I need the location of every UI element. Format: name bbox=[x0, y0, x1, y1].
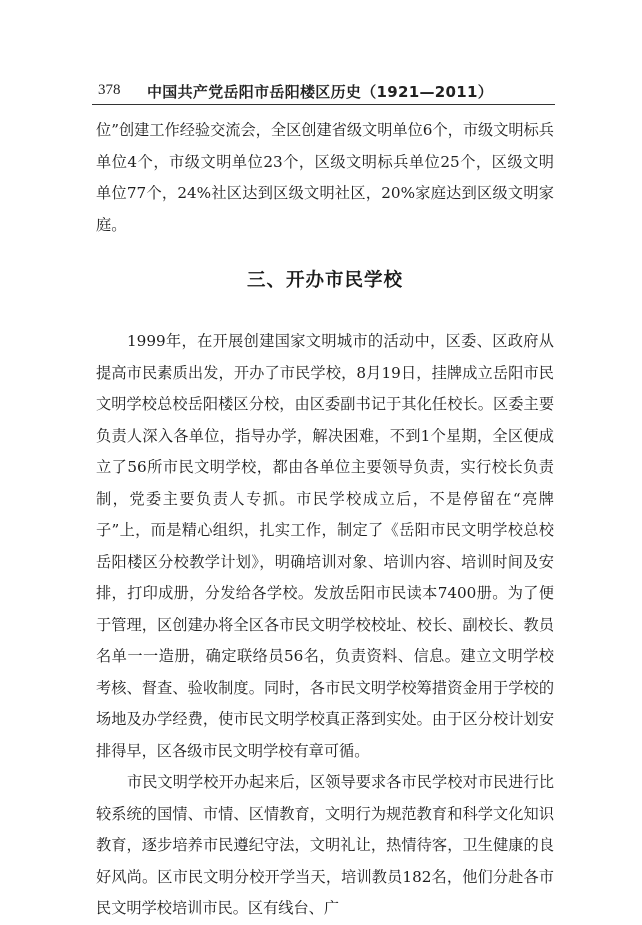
body-paragraph-1: 1999年，在开展创建国家文明城市的活动中，区委、区政府从提高市民素质出发，开办了市民学校，8月19日，挂牌成立岳阳市民文明学校总校岳阳楼区分校，由区委副书记于其化任校长。区委主要负责人深入各单位，指导办学，解决困难，不到1个星期，全区便成立了56所市民文明学校，都由各单位主要领导负责，实行校长负责制，党委主要负责人专抓。市民学校成立后，不是停留在“亮牌子”上，而是精心组织，扎实工作，制定了《岳阳市民文明学校总校岳阳楼区分校教学计划》，明确培训对象、培训内容、培训时间及安排，打印成册，分发给各学校。发放岳阳市民读本7400册。为了便于管理，区创建办将全区各市民文明学校校址、校长、副校长、教员名单一一造册，确定联络员56名，负责资料、信息。建立文明学校考核、督查、验收制度。同时，各市民文明学校筹措资金用于学校的场地及办学经费，使市民文明学校真正落到实处。由于区分校计划安排得早，区各级市民文明学校有章可循。 bbox=[96, 332, 554, 760]
running-title: 中国共产党岳阳市岳阳楼区历史（1921—2011） bbox=[147, 83, 493, 101]
continuation-paragraph: 位”创建工作经验交流会，全区创建省级文明单位6个，市级文明标兵单位4个，市级文明单位23个，区级文明标兵单位25个，区级文明单位77个，24%社区达到区级文明社区，20%家庭达到区级文明家庭。 bbox=[96, 121, 554, 234]
section-title: 三、开办市民学校 bbox=[246, 270, 403, 291]
page-body bbox=[96, 115, 554, 925]
page-header bbox=[92, 76, 555, 104]
body-paragraph-2: 市民文明学校开办起来后，区领导要求各市民学校对市民进行比较系统的国情、市情、区情教育，文明行为规范教育和科学文化知识教育，逐步培养市民遵纪守法，文明礼让，热情待客，卫生健康的良好风尚。区市民文明分校开学当天，培训教员182名，他们分赴各市民文明学校培训市民。区有线台、广 bbox=[96, 773, 554, 917]
header-divider bbox=[92, 104, 555, 105]
page-number: 378 bbox=[98, 82, 121, 98]
